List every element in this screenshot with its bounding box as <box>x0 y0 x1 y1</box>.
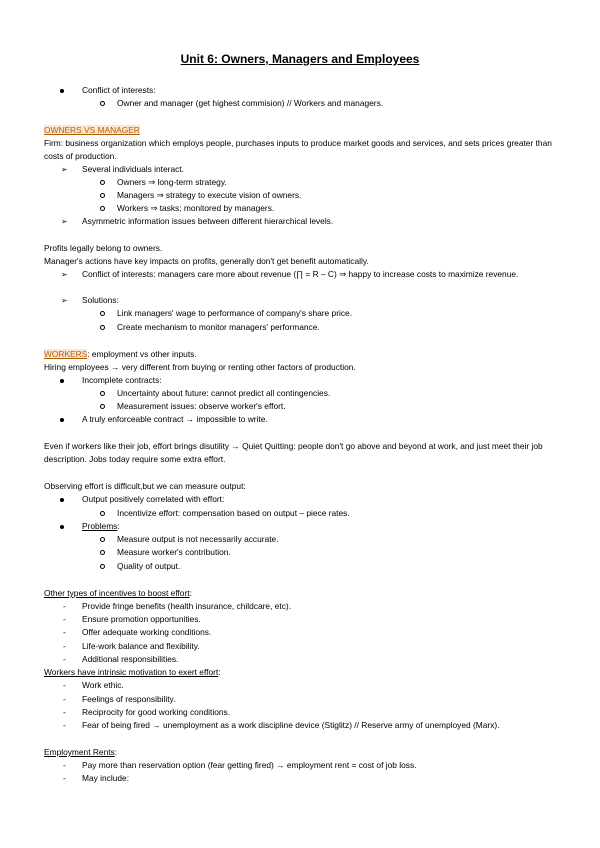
list-item: Problems: <box>0 520 600 534</box>
dash-bullet-icon: - <box>63 654 66 664</box>
filled-bullet-icon <box>60 520 64 533</box>
dash-bullet-icon: - <box>63 627 66 637</box>
hollow-bullet-icon <box>100 321 105 334</box>
dash-bullet-icon: - <box>63 760 66 770</box>
hollow-bullet-icon <box>100 507 105 520</box>
arrow-bullet-icon: ➢ <box>61 165 68 174</box>
list-item: ➢ Conflict of interests: managers care more about revenue (∏ = R – C) ⇒ happy to increase costs to maximize revenue. <box>0 268 600 296</box>
dash-bullet-icon: - <box>63 614 66 624</box>
list-item: A truly enforceable contract → impossible to write. <box>0 413 600 427</box>
filled-bullet-icon <box>60 413 64 426</box>
list-item: Output positively correlated with effort: <box>0 493 600 507</box>
list-item: Measure worker's contribution. <box>0 546 600 560</box>
list-item: Workers ⇒ tasks; monitored by managers. <box>0 202 600 216</box>
list-item: ➢ Solutions: <box>0 294 600 308</box>
hollow-bullet-icon <box>100 400 105 413</box>
list-item: - May include: <box>0 772 600 786</box>
hollow-bullet-icon <box>100 97 105 110</box>
list-item: - Work ethic. <box>0 679 600 693</box>
list-item: Owners ⇒ long-term strategy. <box>0 176 600 190</box>
hollow-bullet-icon <box>100 387 105 400</box>
list-item: - Life-work balance and flexibility. <box>0 640 600 654</box>
filled-bullet-icon <box>60 493 64 506</box>
dash-bullet-icon: - <box>63 680 66 690</box>
hollow-bullet-icon <box>100 546 105 559</box>
list-item: - Reciprocity for good working conditions. <box>0 706 600 720</box>
page-title: Unit 6: Owners, Managers and Employees <box>180 52 420 66</box>
paragraph: Hiring employees → very different from buying or renting other factors of production. <box>44 362 356 372</box>
list-item: Uncertainty about future: cannot predict all contingencies. <box>0 387 600 401</box>
section-heading-owners: OWNERS VS MANAGER <box>44 125 140 135</box>
firm-definition: Firm: business organization which employs people, purchases inputs to produce market goods and services, and sets prices greater than costs of production. <box>44 138 552 162</box>
list-item: - Additional responsibilities. <box>0 653 600 667</box>
list-item: - Provide fringe benefits (health insurance, childcare, etc). <box>0 600 600 614</box>
list-item: Conflict of interests: <box>0 84 600 98</box>
list-item: Incomplete contracts: <box>0 374 600 388</box>
dash-bullet-icon: - <box>63 641 66 651</box>
list-item: Create mechanism to monitor managers' performance. <box>0 321 600 335</box>
arrow-bullet-icon: ➢ <box>61 217 68 226</box>
list-item: ➢ Asymmetric information issues between different hierarchical levels. <box>0 215 600 229</box>
filled-bullet-icon <box>60 84 64 97</box>
list-item: - Offer adequate working conditions. <box>0 626 600 640</box>
paragraph: Manager's actions have key impacts on profits, generally don't get benefit automatically. <box>44 256 369 266</box>
list-item: Managers ⇒ strategy to execute vision of owners. <box>0 189 600 203</box>
list-item: Measure output is not necessarily accurate. <box>0 533 600 547</box>
hollow-bullet-icon <box>100 533 105 546</box>
list-item: - Ensure promotion opportunities. <box>0 613 600 627</box>
section-heading-workers: WORKERS: employment vs other inputs. <box>44 349 197 359</box>
dash-bullet-icon: - <box>63 720 66 730</box>
section-heading-intrinsic: Workers have intrinsic motivation to exert effort: <box>44 667 221 677</box>
filled-bullet-icon <box>60 374 64 387</box>
list-item: Owner and manager (get highest commision) // Workers and managers. <box>0 97 600 111</box>
list-item: - Fear of being fired → unemployment as a work discipline device (Stiglitz) // Reserve army of unemployed (Marx). <box>0 719 600 747</box>
hollow-bullet-icon <box>100 560 105 573</box>
hollow-bullet-icon <box>100 176 105 189</box>
dash-bullet-icon: - <box>63 601 66 611</box>
list-item: - Feelings of responsibility. <box>0 693 600 707</box>
dash-bullet-icon: - <box>63 773 66 783</box>
dash-bullet-icon: - <box>63 694 66 704</box>
list-item: Incentivize effort: compensation based on output – piece rates. <box>0 507 600 521</box>
paragraph: Even if workers like their job, effort brings disutility → Quiet Quitting: people don't go above and beyond at work, and just meet their job description. Jobs today require some extra effort. <box>44 441 543 465</box>
list-item: - Pay more than reservation option (fear getting fired) → employment rent = cost of job loss. <box>0 759 600 773</box>
list-item: Quality of output. <box>0 560 600 574</box>
list-item: ➢ Several individuals interact. <box>0 163 600 177</box>
list-item: Measurement issues: observe worker's effort. <box>0 400 600 414</box>
hollow-bullet-icon <box>100 307 105 320</box>
arrow-bullet-icon: ➢ <box>61 270 68 279</box>
list-item: Link managers' wage to performance of company's share price. <box>0 307 600 321</box>
dash-bullet-icon: - <box>63 707 66 717</box>
paragraph: Observing effort is difficult,but we can measure output: <box>44 481 246 491</box>
arrow-bullet-icon: ➢ <box>61 296 68 305</box>
section-heading-employment-rents: Employment Rents: <box>44 747 118 757</box>
hollow-bullet-icon <box>100 189 105 202</box>
section-heading-other-incentives: Other types of incentives to boost effort: <box>44 588 192 598</box>
paragraph: Profits legally belong to owners. <box>44 243 163 253</box>
hollow-bullet-icon <box>100 202 105 215</box>
